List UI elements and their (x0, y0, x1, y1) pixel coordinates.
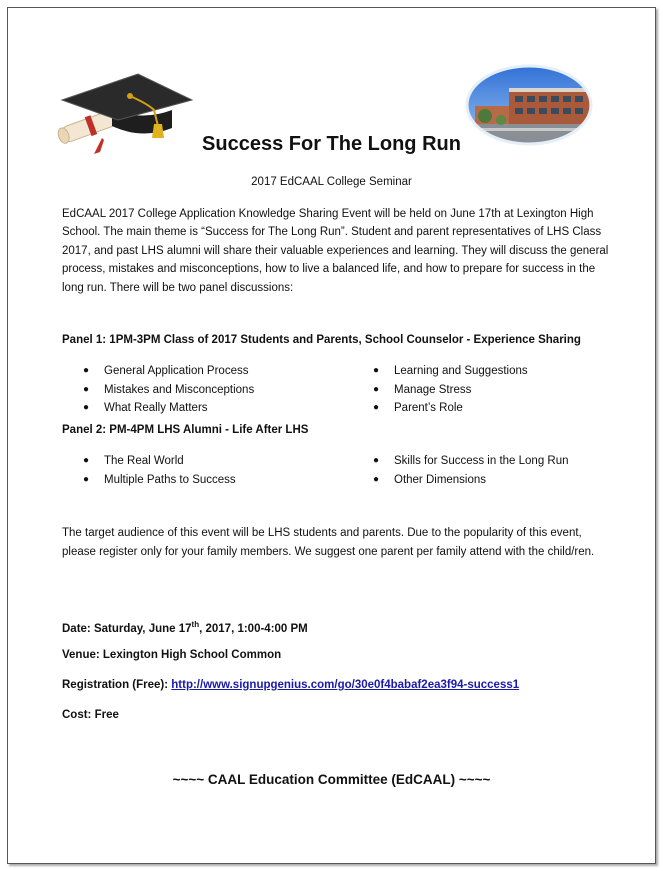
bullet-icon: ● (83, 455, 90, 466)
intro-paragraph: EdCAAL 2017 College Application Knowledge Sharing Event will be held on June 17th at Lexington High School. The main theme is “Success for The Long Run”. Student and parent representatives of LHS Class 2017, and past LHS alumni will share their valuable experiences and learning. They will discuss the general process, mistakes and misconceptions, how to live a balanced life, and how to prepare for success in the long run. There will be two panel discussions: (62, 208, 609, 294)
list-item: ● General Application Process (83, 362, 254, 381)
bullet-icon: ● (83, 402, 90, 414)
panel1-left-list (83, 362, 254, 418)
bullet-icon: ● (373, 402, 380, 414)
list-item: ● What Really Matters (83, 399, 254, 418)
footer-organizer: ~~~~ CAAL Education Committee (EdCAAL) ~~~~ (172, 772, 491, 787)
bullet-icon: ● (83, 383, 90, 395)
list-item: ● Multiple Paths to Success (83, 471, 236, 490)
bullet-icon: ● (83, 473, 90, 485)
event-cost: Cost: Free (62, 709, 119, 721)
list-item: ● Learning and Suggestions (373, 362, 528, 381)
bullet-icon: ● (83, 365, 90, 376)
registration-link[interactable]: http://www.signupgenius.com/go/30e0f4babaf2ea3f94-success1 (171, 679, 520, 691)
list-item: ● The Real World (83, 452, 236, 471)
panel2-left-list (83, 452, 236, 489)
panel1-heading: Panel 1: 1PM-3PM Class of 2017 Students and Parents, School Counselor - Experience Sharing (62, 334, 581, 346)
list-item: ● Manage Stress (373, 381, 528, 400)
panel2-right-list (373, 452, 569, 489)
list-item: ● Skills for Success in the Long Run (373, 452, 569, 471)
bullet-icon: ● (373, 473, 380, 485)
bullet-icon: ● (373, 383, 380, 395)
bullet-icon: ● (373, 365, 380, 376)
list-item: ● Mistakes and Misconceptions (83, 381, 254, 400)
panel1-right-list (373, 362, 528, 418)
page-title: Success For The Long Run (202, 133, 461, 155)
list-item: ● Parent’s Role (373, 399, 528, 418)
event-date: Date: Saturday, June 17th, 2017, 1:00-4:00 PM (62, 620, 308, 635)
bullet-icon: ● (373, 455, 380, 466)
panel2-heading: Panel 2: PM-4PM LHS Alumni - Life After LHS (62, 424, 309, 436)
event-registration: Registration (Free): http://www.signupgenius.com/go/30e0f4babaf2ea3f94-success1 (62, 679, 520, 691)
page-subtitle: 2017 EdCAAL College Seminar (251, 176, 412, 188)
audience-paragraph: The target audience of this event will be LHS students and parents. Due to the popularity of this event, please register only for your family members. We suggest one parent per family attend with the child/ren. (62, 527, 595, 558)
event-venue: Venue: Lexington High School Common (62, 649, 282, 661)
list-item: ● Other Dimensions (373, 471, 569, 490)
